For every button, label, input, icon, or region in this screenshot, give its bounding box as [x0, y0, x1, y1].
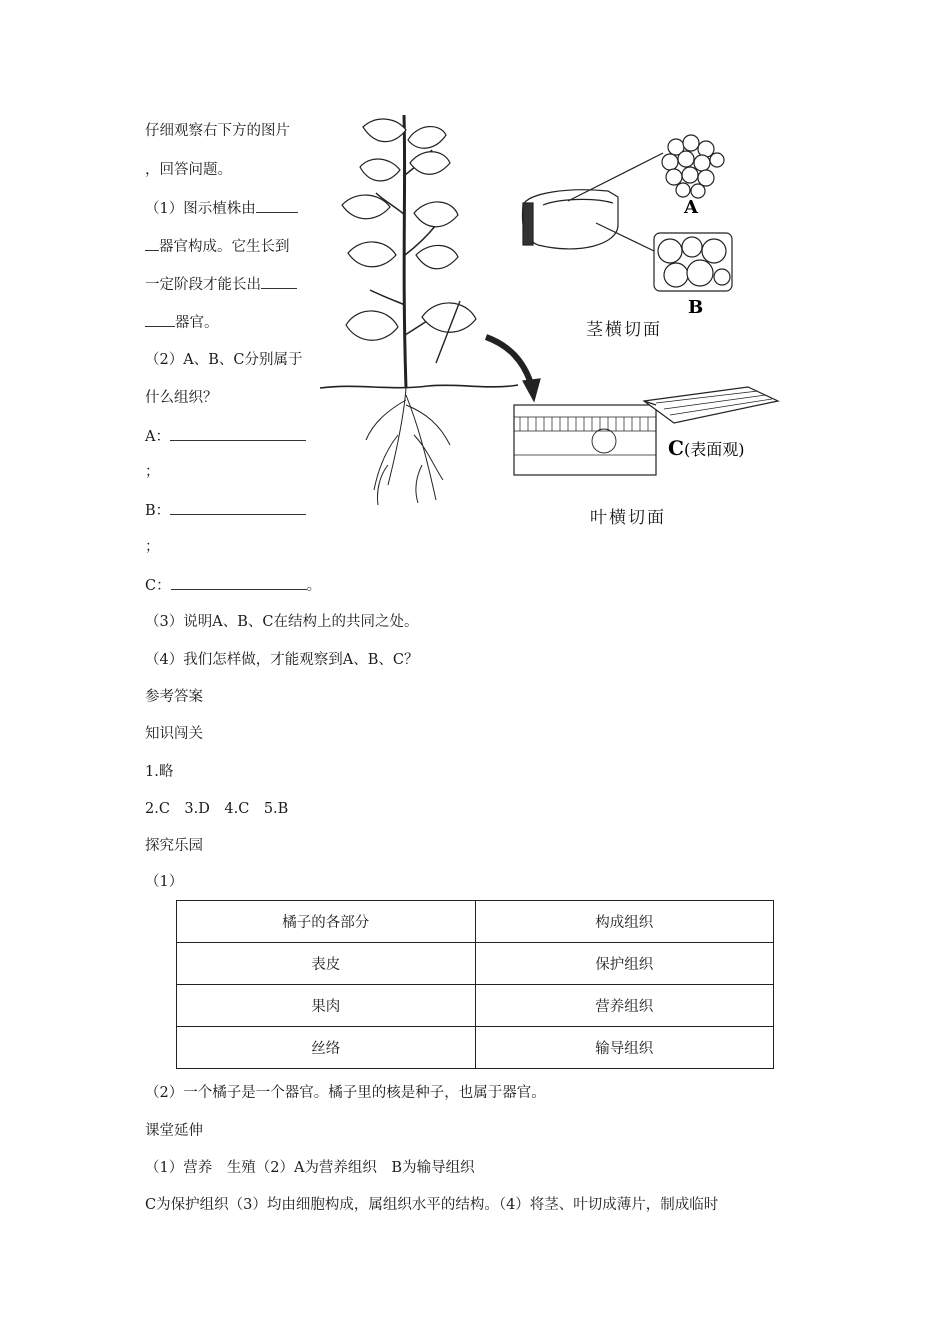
- intro-line-2: ，回答问题。: [145, 162, 232, 178]
- table-header-row: [177, 901, 774, 943]
- q1-text-3: 一定阶段才能长出: [145, 277, 261, 293]
- cell-group-a: [662, 135, 724, 198]
- q4-text: （4）我们怎样做，才能观察到A、B、C？: [145, 652, 419, 668]
- table-row: [177, 985, 774, 1027]
- stem-caption: 茎横切面: [586, 320, 662, 340]
- extension-line-2: C为保护组织（3）均由细胞构成，属组织水平的结构。（4）将茎、叶切成薄片，制成临时: [145, 1197, 719, 1213]
- leaf-caption: 叶横切面: [590, 508, 666, 528]
- section-extension: 课堂延伸: [145, 1123, 203, 1139]
- q1-blank-1b: [145, 236, 159, 251]
- q1-text-1: （1）图示植株由: [145, 201, 256, 217]
- plant-figure: [318, 105, 818, 535]
- table-cell: 丝络: [177, 1027, 476, 1069]
- q1-text-2: 器官构成。它生长到: [159, 239, 290, 255]
- q2-line-2: 什么组织？: [145, 390, 218, 406]
- q1-line-2: [145, 236, 290, 257]
- label-c: C：: [145, 578, 171, 594]
- section-knowledge: 知识闯关: [145, 726, 203, 742]
- semicolon-b: ；: [145, 539, 160, 555]
- q1-blank-1a: [256, 198, 298, 213]
- table-header-cell: 构成组织: [475, 901, 774, 943]
- answer-2-5: 2.C 3.D 4.C 5.B: [145, 801, 289, 817]
- answer-1: 1.略: [145, 764, 174, 780]
- q2-line-1: （2）A、B、C分别属于: [145, 352, 303, 368]
- label-a-text: A: [684, 197, 698, 218]
- answer-line-a: [145, 426, 306, 447]
- answers-heading: 参考答案: [145, 689, 203, 705]
- q1-blank-2b: [145, 312, 175, 327]
- tissue-table: [176, 900, 774, 1069]
- q3-text: （3）说明A、B、C在结构上的共同之处。: [145, 614, 419, 630]
- part1-label: （1）: [145, 874, 184, 890]
- q1-line-3: [145, 274, 297, 295]
- table-row: [177, 1027, 774, 1069]
- table-header-cell: 橘子的各部分: [177, 901, 476, 943]
- label-b-text: B: [688, 297, 704, 318]
- plant-illustration: [318, 105, 818, 535]
- table-cell: 保护组织: [475, 943, 774, 985]
- table-cell: 输导组织: [475, 1027, 774, 1069]
- intro-line-1: 仔细观察右下方的图片: [145, 123, 290, 139]
- q1-line-4: [145, 312, 219, 333]
- label-c-suffix: (表面观): [684, 440, 745, 459]
- label-b: B：: [145, 503, 171, 519]
- answer-line-b: [145, 500, 306, 521]
- answer-line-c: [145, 575, 321, 596]
- q1-blank-2a: [261, 274, 297, 289]
- table-cell: 果肉: [177, 985, 476, 1027]
- period-c: 。: [306, 578, 322, 594]
- table-cell: 表皮: [177, 943, 476, 985]
- extension-line-1: （1）营养 生殖（2）A为营养组织 B为输导组织: [145, 1160, 475, 1176]
- table-cell: 营养组织: [475, 985, 774, 1027]
- q1-line-1: [145, 198, 298, 219]
- blank-a: [170, 426, 306, 441]
- semicolon-a: ；: [145, 464, 160, 480]
- table-row: [177, 943, 774, 985]
- label-c-text: C: [668, 436, 684, 460]
- blank-b: [170, 500, 306, 515]
- section-explore: 探究乐园: [145, 838, 203, 854]
- q1-text-4: 器官。: [175, 315, 219, 331]
- blank-c: [171, 575, 307, 590]
- label-a: A：: [145, 429, 170, 445]
- part2-text: （2）一个橘子是一个器官。橘子里的核是种子，也属于器官。: [145, 1085, 546, 1101]
